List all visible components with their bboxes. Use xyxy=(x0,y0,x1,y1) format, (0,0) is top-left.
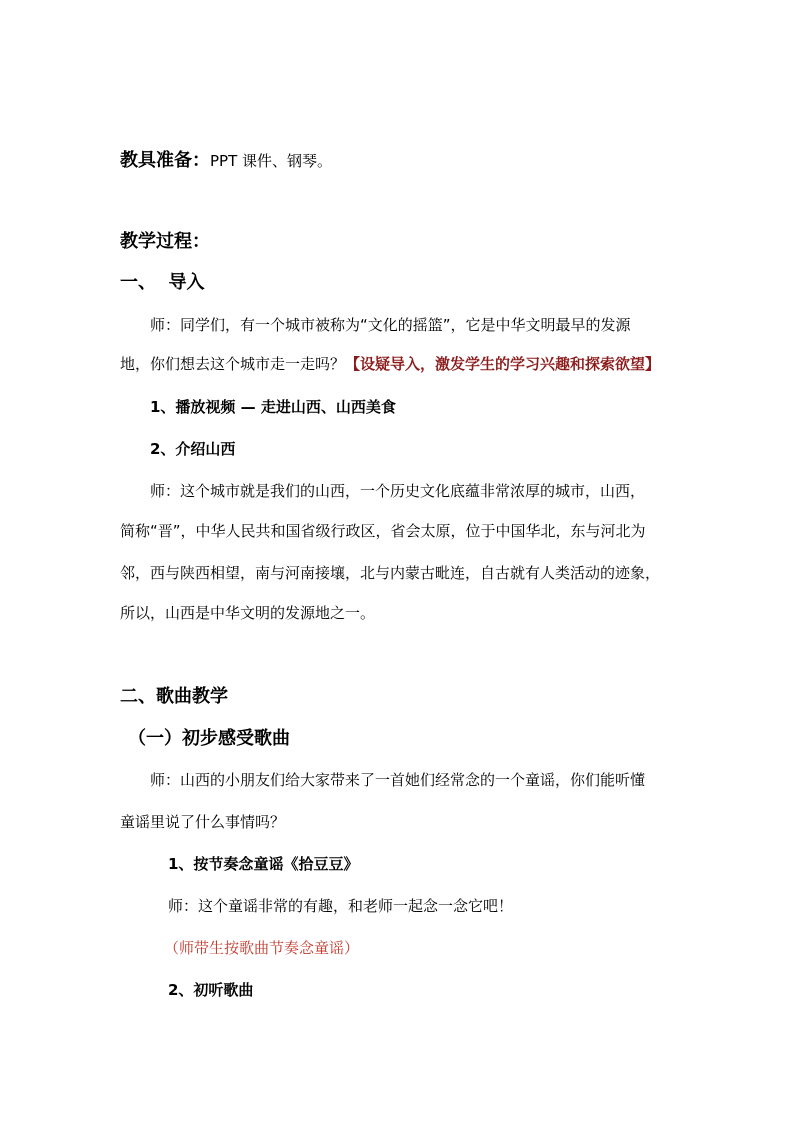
s1-para1-highlight: 【设疑导入，激发学生的学习兴趣和探索欲望】 xyxy=(345,355,661,373)
s1-para1-line2 xyxy=(120,353,660,375)
s1-para1-line2-text: 地，你们想去这个城市走一走吗？ xyxy=(120,355,346,373)
prep-line xyxy=(120,148,332,174)
s2-item1: 1、按节奏念童谣《拾豆豆》 xyxy=(168,855,359,873)
section2-subtitle: （一）初步感受歌曲 xyxy=(128,728,290,749)
process-heading: 教学过程： xyxy=(120,231,210,252)
s2-note: （师带生按歌曲节奏念童谣） xyxy=(164,939,360,957)
s2-teacher-line: 师：这个童谣非常的有趣，和老师一起念一念它吧！ xyxy=(168,897,514,915)
section2-title: 二、歌曲教学 xyxy=(120,686,228,707)
s1-item2: 2、介绍山西 xyxy=(150,440,236,458)
prep-label: 教具准备： xyxy=(120,150,210,171)
s2-para1-line1: 师：山西的小朋友们给大家带来了一首她们经常念的一个童谣，你们能听懂 xyxy=(150,771,646,789)
s1-para2-line3: 邻，西与陕西相望，南与河南接壤，北与内蒙古毗连，自古就有人类活动的迹象， xyxy=(120,564,661,582)
s1-para2-line4: 所以，山西是中华文明的发源地之一。 xyxy=(120,604,376,622)
s2-item2: 2、初听歌曲 xyxy=(168,981,254,999)
s1-para2-line1: 师：这个城市就是我们的山西，一个历史文化底蕴非常浓厚的城市，山西， xyxy=(150,482,646,500)
section1-title: 一、 导入 xyxy=(120,272,205,293)
s1-item1: 1、播放视频 — 走进山西、山西美食 xyxy=(150,398,396,416)
s1-para1-line1: 师：同学们，有一个城市被称为“文化的摇篮”，它是中华文明最早的发源 xyxy=(150,316,631,334)
s1-para2-line2: 简称“晋”，中华人民共和国省级行政区，省会太原，位于中国华北，东与河北为 xyxy=(120,522,646,540)
s2-para1-line2: 童谣里说了什么事情吗？ xyxy=(120,813,286,831)
prep-value: PPT 课件、钢琴。 xyxy=(210,152,333,170)
